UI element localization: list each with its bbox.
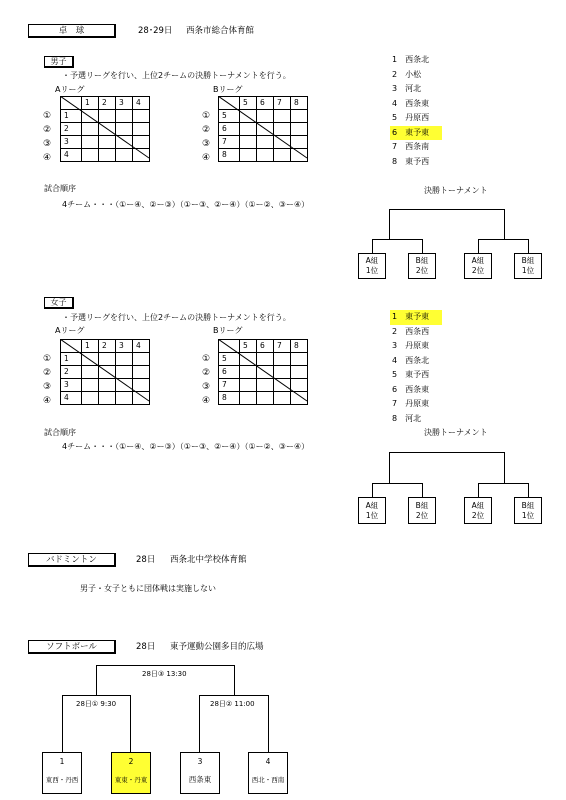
women-slot-1: A組 1位 (358, 497, 386, 524)
women-b-diagonal (218, 339, 308, 403)
list-item: 4 西条北 (392, 355, 430, 365)
list-item: 3 丹原東 (392, 341, 430, 350)
women-b-league-table: 5 6 7 8 5 6 7 8 (218, 339, 308, 405)
list-item: 6 東予東 (390, 126, 442, 141)
men-slot-4: B組 1位 (514, 253, 542, 279)
men-slot-2: B組 2位 (408, 253, 436, 279)
women-tournament-title: 決勝トーナメント (424, 428, 488, 437)
women-a-diagonal (60, 339, 150, 403)
men-a-diagonal (60, 96, 150, 160)
softball-semi2-time: 28日② 11:00 (210, 700, 255, 708)
men-label: 男子 (44, 56, 74, 68)
badminton-venue: 西条北中学校体育館 (170, 555, 247, 565)
list-item: 4 西条東 (392, 98, 430, 108)
list-item: 5 丹原西 (392, 113, 430, 122)
women-slot-2: B組 2位 (408, 497, 436, 524)
men-tournament-title: 決勝トーナメント (424, 186, 488, 195)
women-label: 女子 (44, 297, 74, 309)
list-item: 1 西条北 (392, 55, 430, 64)
list-item: 2 小松 (392, 69, 422, 79)
badminton-date: 28日 (136, 555, 156, 565)
men-a-league-title: Aリーグ (55, 85, 85, 94)
men-a-row-marks: ① ② ③ ④ (43, 111, 52, 163)
men-team-list (392, 53, 442, 169)
men-slot-3: A組 2位 (464, 253, 492, 279)
men-b-league-title: Bリーグ (213, 85, 243, 94)
men-b-league-table: 5 6 7 8 5 6 7 8 (218, 96, 308, 162)
men-note: ・予選リーグを行い、上位2チームの決勝トーナメントを行う。 (62, 71, 291, 80)
women-b-row-marks: ① ② ③ ④ (202, 354, 211, 406)
badminton-note: 男子・女子ともに団体戦は実施しない (80, 584, 216, 593)
men-a-league-table: 1 2 3 4 1 2 3 4 (60, 96, 150, 162)
list-item: 8 東予西 (392, 156, 430, 166)
list-item: 1 東予東 (390, 310, 442, 325)
women-slot-4: B組 1位 (514, 497, 542, 524)
men-order-title: 試合順序 (44, 184, 76, 193)
list-item: 7 西条南 (392, 142, 430, 151)
softball-label: ソフトボール (28, 640, 116, 654)
women-a-league-table: 1 2 3 4 1 2 3 4 (60, 339, 150, 405)
list-item: 2 西条西 (392, 326, 430, 336)
men-b-diagonal (218, 96, 308, 160)
women-note: ・予選リーグを行い、上位2チームの決勝トーナメントを行う。 (62, 313, 291, 322)
tabletennis-date: 28･29日 (138, 26, 173, 36)
softball-team-1: 1 東西・丹西 (42, 752, 82, 794)
badminton-label: バドミントン (28, 553, 116, 567)
list-item: 3 河北 (392, 84, 422, 93)
list-item: 5 東予西 (392, 370, 430, 379)
list-item: 7 丹原東 (392, 399, 430, 408)
women-a-league-title: Aリーグ (55, 326, 85, 335)
women-a-row-marks: ① ② ③ ④ (43, 354, 52, 406)
women-team-list (392, 310, 442, 426)
softball-venue: 東予運動公園多目的広場 (170, 642, 264, 652)
softball-final-time: 28日③ 13:30 (142, 670, 187, 678)
men-slot-1: A組 1位 (358, 253, 386, 279)
softball-semi1-time: 28日① 9:30 (76, 700, 117, 708)
tabletennis-label: 卓 球 (28, 24, 116, 38)
women-order-title: 試合順序 (44, 428, 76, 437)
women-b-league-title: Bリーグ (213, 326, 243, 335)
softball-date: 28日 (136, 642, 156, 652)
men-b-row-marks: ① ② ③ ④ (202, 111, 211, 163)
tabletennis-venue: 西条市総合体育館 (186, 26, 255, 36)
softball-team-4: 4 西北・西南 (248, 752, 288, 794)
softball-team-2: 2 東東・丹東 (111, 752, 151, 794)
women-slot-3: A組 2位 (464, 497, 492, 524)
list-item: 8 河北 (392, 413, 422, 423)
list-item: 6 西条東 (392, 384, 430, 394)
women-order: 4チーム・・・（①ー④、②ー③）（①ー③、②ー④）（①ー②、③ー④） (62, 442, 310, 451)
men-order: 4チーム・・・（①ー④、②ー③）（①ー③、②ー④）（①ー②、③ー④） (62, 200, 310, 209)
softball-team-3: 3 西条東 (180, 752, 220, 794)
